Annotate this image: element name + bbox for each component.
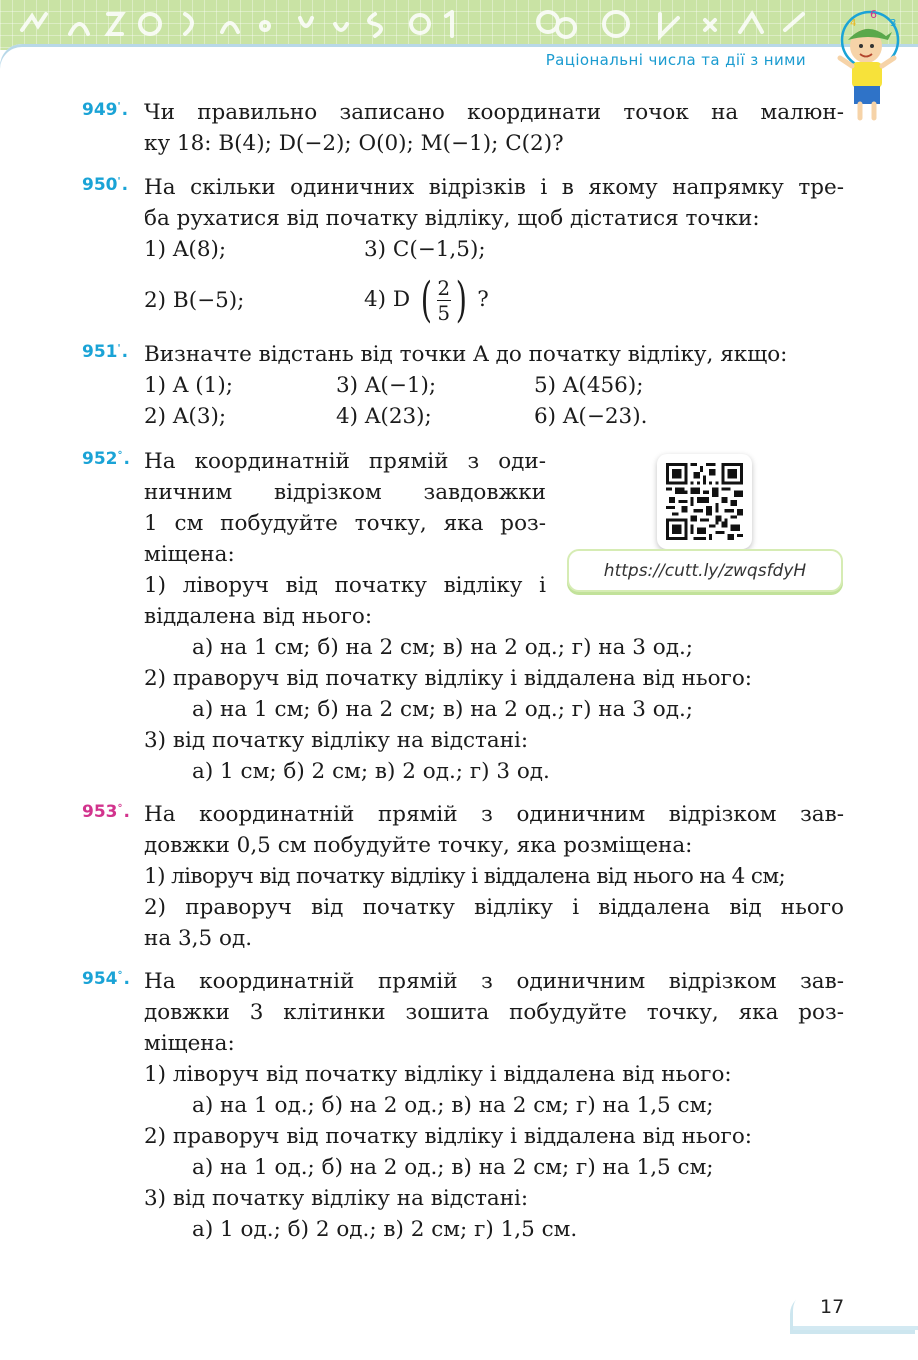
fraction-suffix: ? <box>477 287 489 312</box>
text-line: 1) ліворуч від початку відліку і віддалена від нього на 4 см; <box>144 864 786 889</box>
problem-text <box>144 966 844 1245</box>
text-line: довжки 0,5 см побудуйте точку, яка розміщена: <box>144 833 693 858</box>
items-row <box>144 234 844 265</box>
page-number: 17 <box>820 1296 845 1318</box>
items-row <box>144 265 844 335</box>
svg-text:3: 3 <box>890 18 897 29</box>
text-line: а) на 1 см; б) на 2 см; в) на 2 од.; г) на 3 од.; <box>192 697 694 722</box>
text-line: довжки 3 клітинки зошита побудуйте точку, яка роз- <box>144 1000 844 1025</box>
problem-number: 949'. <box>82 100 129 120</box>
page-number-tab <box>793 1290 918 1330</box>
problem-number: 950'. <box>82 175 129 195</box>
list-item: 1) A(8); <box>144 237 227 262</box>
text-line: 1 см побудуйте точку, яка роз- <box>144 511 546 536</box>
list-item: 2) B(−5); <box>144 287 245 313</box>
section-title: Раціональні числа та дії з ними <box>545 51 806 69</box>
header-banner <box>0 0 918 50</box>
qr-code-card[interactable] <box>657 454 752 549</box>
qr-link[interactable] <box>567 549 843 592</box>
qr-code-icon <box>666 463 743 540</box>
fraction-denominator: 5 <box>437 300 451 325</box>
problem-text <box>144 339 844 432</box>
footer-rule <box>793 1326 918 1330</box>
text-line: 2) праворуч від початку відліку і віддалена від нього: <box>144 1124 753 1149</box>
items-row <box>144 401 844 432</box>
text-line: а) 1 см; б) 2 см; в) 2 од.; г) 3 од. <box>192 759 550 784</box>
problem-text <box>144 799 844 954</box>
text-line: ничним відрізком завдовжки <box>144 480 546 505</box>
text-line: на 3,5 од. <box>144 926 253 951</box>
math-doodles-decoration <box>0 0 918 50</box>
text-line: а) на 1 см; б) на 2 см; в) на 2 од.; г) на 3 од.; <box>192 635 694 660</box>
fraction <box>437 276 451 325</box>
list-item: 6) A(−23). <box>534 404 648 429</box>
text-line: Визначте відстань від точки A до початку відліку, якщо: <box>144 342 788 367</box>
list-item: 4) A(23); <box>336 404 432 429</box>
problem-number: 953°. <box>82 802 130 822</box>
text-line: міщена: <box>144 1031 235 1056</box>
svg-text:4: 4 <box>850 18 857 29</box>
svg-text:6: 6 <box>870 8 877 21</box>
text-line: віддалена від нього: <box>144 604 373 629</box>
text-line: 1) ліворуч від початку відліку і віддалена від нього: <box>144 1062 732 1087</box>
list-item: 1) A (1); <box>144 373 233 398</box>
list-item: 5) A(456); <box>534 373 644 398</box>
text-line: 1) ліворуч від початку відліку і <box>144 573 546 598</box>
text-line: 3) від початку відліку на відстані: <box>144 1186 529 1211</box>
list-item: 4) D <box>364 287 411 312</box>
problem-text <box>144 172 844 335</box>
problem-text <box>144 97 844 159</box>
problem-number: 954°. <box>82 969 130 989</box>
problem-number: 951'. <box>82 342 129 362</box>
items-row <box>144 370 844 401</box>
text-line: 2) праворуч від початку відліку і віддалена від нього <box>144 895 844 920</box>
text-line: Чи правильно записано координати точок на малюн- <box>144 100 844 125</box>
text-line: 2) праворуч від початку відліку і віддалена від нього: <box>144 666 753 691</box>
qr-url-text: https://cutt.ly/zwqsfdyH <box>603 561 807 581</box>
fraction-expression: ( $\frac{2}{5}$ ) <box>420 272 467 328</box>
text-line: 3) від початку відліку на відстані: <box>144 728 529 753</box>
text-line: ку 18: B(4); D(−2); O(0); M(−1); C(2)? <box>144 131 564 156</box>
problem-number: 952°. <box>82 449 130 469</box>
text-line: а) 1 од.; б) 2 од.; в) 2 см; г) 1,5 см. <box>192 1217 578 1242</box>
text-line: На координатній прямій з одиничним відрізком зав- <box>144 802 844 827</box>
text-line: На координатній прямій з оди- <box>144 449 546 474</box>
text-line: На координатній прямій з одиничним відрізком зав- <box>144 969 844 994</box>
list-item: 2) A(3); <box>144 404 227 429</box>
list-item: 3) A(−1); <box>336 373 437 398</box>
text-line: а) на 1 од.; б) на 2 од.; в) на 2 см; г) на 1,5 см; <box>192 1093 714 1118</box>
list-item: 3) C(−1,5); <box>364 237 486 262</box>
text-line: На скільки одиничних відрізків і в якому напрямку тре- <box>144 175 844 200</box>
text-line: міщена: <box>144 542 235 567</box>
fraction-numerator: 2 <box>437 275 451 300</box>
text-line: ба рухатися від початку відліку, щоб дістатися точки: <box>144 206 760 231</box>
text-line: а) на 1 од.; б) на 2 од.; в) на 2 см; г) на 1,5 см; <box>192 1155 714 1180</box>
list-item-with-fraction <box>364 270 564 330</box>
